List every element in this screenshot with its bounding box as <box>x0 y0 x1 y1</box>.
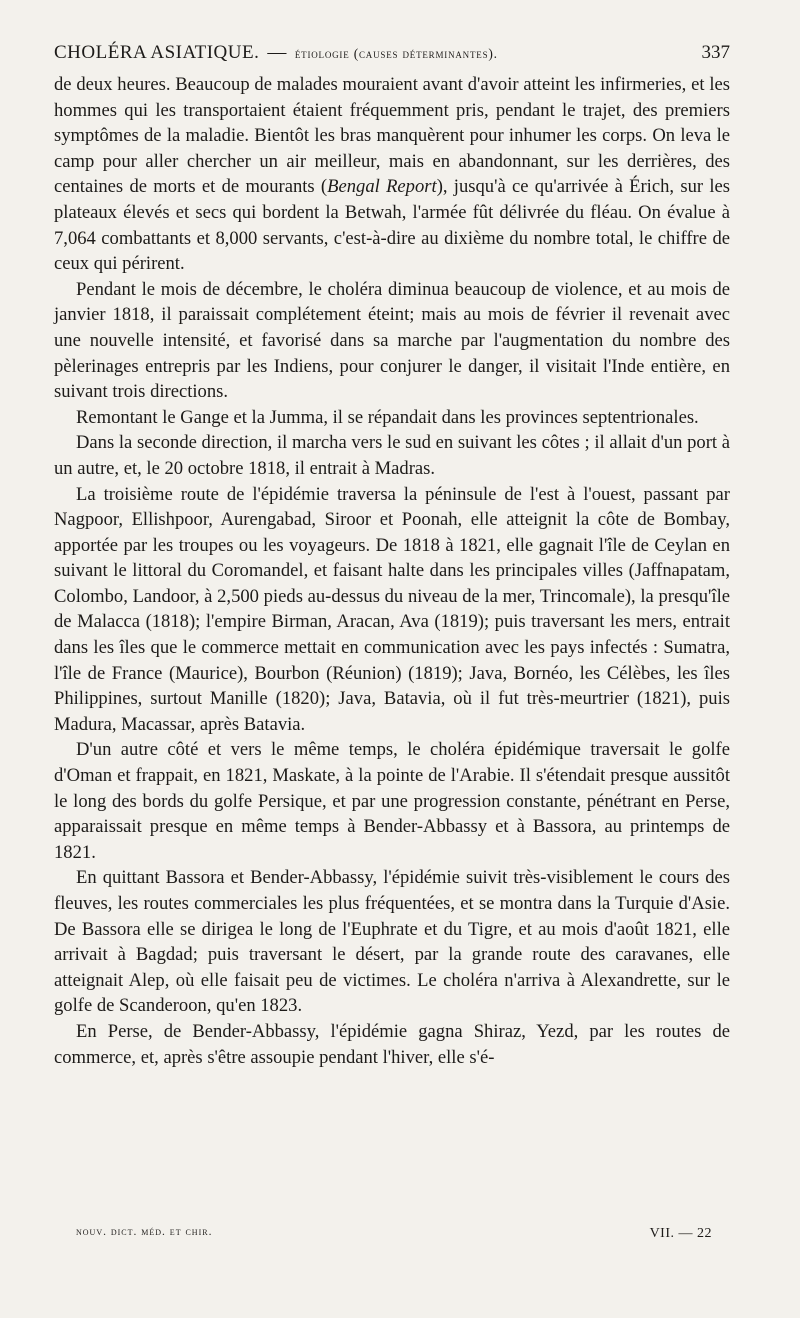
paragraph-1-part-a: de deux heures. Beaucoup de malades mouraient avant d'avoir atteint les infirmeries, et les hommes qui les transportaient étaient fréquemment pris, pendant le trajet, des premiers symptômes de la maladie. Bientôt les bras manquèrent pour inhumer les corps. On leva le camp pour aller chercher un air meilleur, mais en abandonnant, sur les derrières, des centaines de morts et de mourants ( <box>54 74 730 198</box>
paragraph-6: D'un autre côté et vers le même temps, le choléra épidémique traversait le golfe d'Oman et frappait, en 1821, Maskate, à la pointe de l'Arabie. Il s'étendait presque aussitôt le long des bords du golfe Persique, et par une progression constante, pénétrant en Perse, apparaissait presque en même temps à Bender-Abbassy et à Bassora, au printemps de 1821. <box>54 739 730 863</box>
running-head <box>54 42 730 64</box>
paragraph-3: Remontant le Gange et la Jumma, il se répandait dans les provinces septentrionales. <box>76 406 699 428</box>
paragraph-4: Dans la seconde direction, il marcha vers le sud en suivant les côtes ; il allait d'un port à un autre, et, le 20 octobre 1818, il entrait à Madras. <box>54 432 730 479</box>
paragraph-5: La troisième route de l'épidémie traversa la péninsule de l'est à l'ouest, passant par Nagpoor, Ellishpoor, Aurengabad, Siroor et Poonah, elle atteignit la côte de Bombay, apportée par les troupes ou les voyageurs. De 1818 à 1821, elle gagnait l'île de Ceylan en suivant le littoral du Coromandel, et faisant halte dans les principales villes (Jaffnapatam, Colombo, Landoor, à 2,500 pieds au-dessus du niveau de la mer, Trincomale), la presqu'île de Malacca (1818); l'empire Birman, Aracan, Ava (1819); puis traversant les mers, entrait dans les îles que le commerce mettait en communication avec les pays infectés : Sumatra, l'île de France (Maurice), Bourbon (Réunion) (1819); Java, Bornéo, les Célèbes, les îles Philippines, surtout Manille (1820); Java, Batavia, où il fut très-meurtrier (1821), puis Madura, Macassar, après Batavia. <box>54 483 730 735</box>
running-head-left <box>54 42 498 64</box>
page-number: 337 <box>701 42 730 63</box>
page-footer <box>76 1226 712 1242</box>
footer-signature: nouv. dict. méd. et chir. <box>76 1226 213 1238</box>
running-head-title: CHOLÉRA ASIATIQUE. <box>54 42 260 63</box>
paragraph-7: En quittant Bassora et Bender-Abbassy, l'épidémie suivit très-visiblement le cours des fleuves, les routes commerciales les plus fréquentées, et se montra dans la Turquie d'Asie. De Bassora elle se dirigea le long de l'Euphrate et du Tigre, et au mois d'août 1821, elle arrivait à Bagdad; puis traversant le désert, par la grande route des caravanes, elle atteignait Alep, où elle faisait peu de victimes. Le choléra n'arriva à Alexandrette, sur le golfe de Scanderoon, qu'en 1823. <box>54 867 730 1017</box>
paragraph-8: En Perse, de Bender-Abbassy, l'épidémie gagna Shiraz, Yezd, par les routes de commerce, et, après s'être assoupie pendant l'hiver, elle s'é- <box>54 1020 730 1068</box>
paragraph-1-part-b: ), jusqu'à ce qu'arrivée à Érich, sur les plateaux élevés et secs qui bordent la Betwah, l'armée fût délivrée du fléau. On évalue à 7,064 combattants et 8,000 servants, c'est-à-dire au dixième du nombre total, le chiffre de ceux qui périrent. <box>54 176 730 275</box>
paragraph-2: Pendant le mois de décembre, le choléra diminua beaucoup de violence, et au mois de janvier 1818, il paraissait complétement éteint; mais au mois de février il revenait avec une nouvelle intensité, et favorisé dans sa marche par l'augmentation du nombre des pèlerinages entrepris par les Indiens, pour conjurer le danger, il visitait l'Inde entière, en suivant trois directions. <box>54 278 730 403</box>
body-text <box>54 72 730 1070</box>
paragraph-1 <box>54 72 730 277</box>
footer-volume: VII. — 22 <box>649 1226 712 1241</box>
running-head-subtitle: étiologie (causes déterminantes). <box>294 46 498 61</box>
bengal-report-italic: Bengal Report <box>327 176 437 198</box>
running-head-separator: — <box>267 42 287 63</box>
